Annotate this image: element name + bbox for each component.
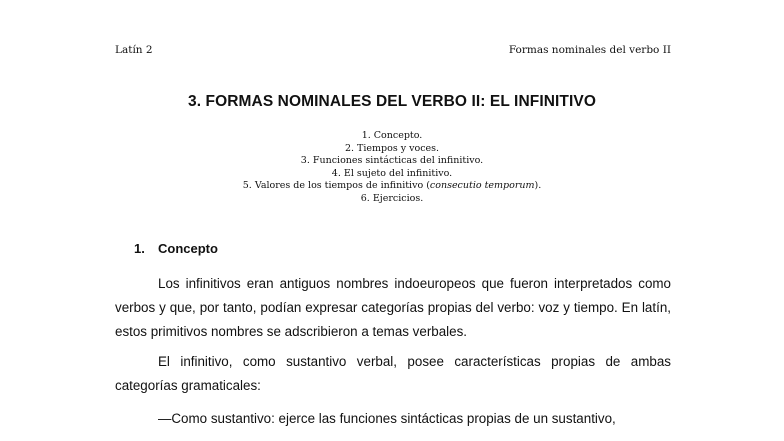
toc-item: 1. Concepto. (361, 130, 423, 141)
table-of-contents (0, 130, 784, 205)
section-number: 1. (134, 241, 145, 256)
page-title: 3. FORMAS NOMINALES DEL VERBO II: EL INFINITIVO (187, 93, 597, 110)
header-chapter: Formas nominales del verbo II (508, 44, 671, 56)
toc-item: 2. Tiempos y voces. (344, 142, 440, 154)
paragraph: —Como sustantivo: ejerce las funciones sintácticas propias de un sustantivo, (158, 411, 616, 426)
toc-item-text: 5. Valores de los tiempos de infinitivo ( (242, 180, 430, 191)
toc-item-text-end: ). (534, 180, 542, 191)
section-heading (134, 241, 218, 256)
paragraph: El infinitivo, como sustantivo verbal, posee características propias de ambas categorías gramaticales: (115, 354, 671, 393)
toc-item: 4. El sujeto del infinitivo. (331, 167, 453, 179)
toc-item (0, 180, 784, 193)
paragraph: Los infinitivos eran antiguos nombres indoeuropeos que fueron interpretados como verbos y que, por tanto, podían expresar categorías propias del verbo: voz y tiempo. En latín, estos primitivos nombres se adscribieron a temas verbales. (115, 276, 671, 339)
running-header (115, 44, 671, 60)
section-title: Concepto (158, 241, 218, 256)
toc-item: 6. Ejercicios. (360, 192, 424, 204)
toc-item-italic: consecutio temporum (429, 180, 535, 191)
toc-item: 3. Funciones sintácticas del infinitivo. (300, 155, 484, 166)
header-course: Latín 2 (115, 44, 153, 56)
